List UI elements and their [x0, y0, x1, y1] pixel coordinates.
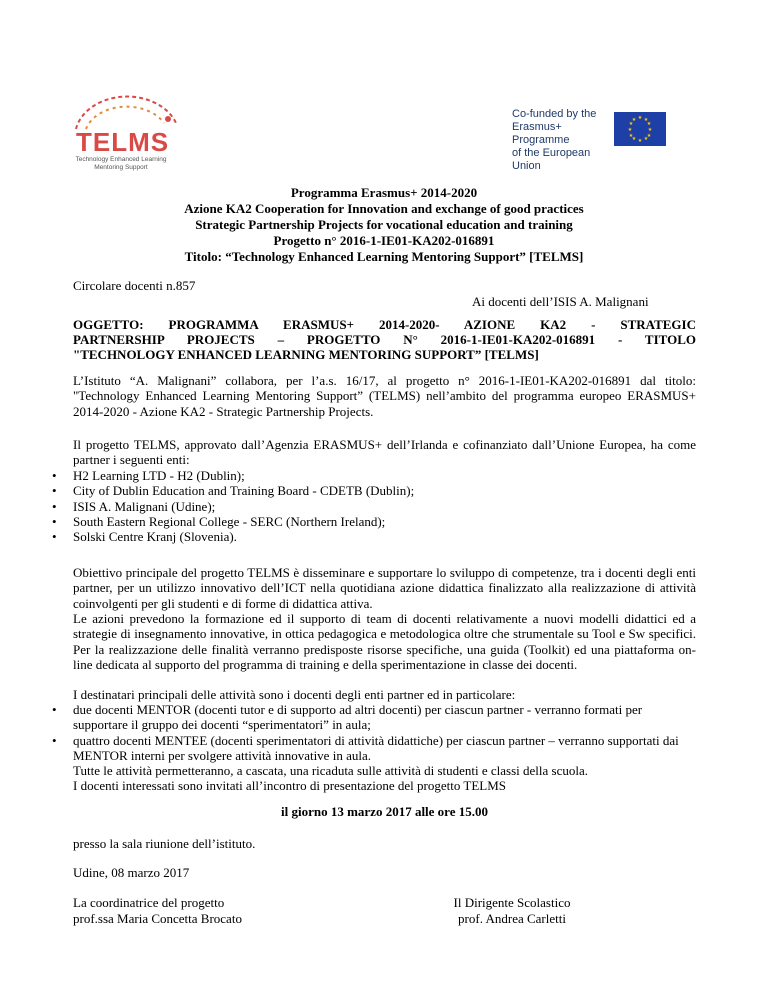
list-item: • City of Dublin Education and Training Board - CDETB (Dublin); [52, 483, 700, 498]
svg-text:★: ★ [647, 127, 653, 133]
list-item: • due docenti MENTOR (docenti tutor e di supporto ad altri docenti) per ciascun partner - verranno formati per supportare il gruppo dei docenti “sperimentatori” in aula; [52, 702, 700, 733]
circolare-number: Circolare docenti n.857 [73, 278, 196, 293]
subject-line: OGGETTO: PROGRAMMA ERASMUS+ 2014-2020- AZIONE KA2 - STRATEGIC [73, 317, 696, 332]
signature-coordinator [73, 895, 242, 927]
eu-line-1: Co-funded by the [512, 108, 597, 120]
eu-line-2: Erasmus+ Programme [512, 121, 570, 146]
svg-text:★: ★ [628, 133, 634, 139]
signature-name: prof. Andrea Carletti [458, 911, 566, 926]
header-line: Progetto n° 2016-1-IE01-KA202-016891 [273, 233, 495, 248]
meeting-place: presso la sala riunione dell’istituto. [73, 836, 256, 851]
svg-text:★: ★ [631, 136, 637, 142]
header-line: Titolo: “Technology Enhanced Learning Mentoring Support” [TELMS] [184, 249, 584, 264]
signature-name: prof.ssa Maria Concetta Brocato [73, 911, 242, 926]
intro-paragraph: L’Istituto “A. Malignani” collabora, per l’a.s. 16/17, al progetto n° 2016-1-IE01-KA202-016891 dal titolo: "Technology Enhanced Learning Mentoring Support” (TELMS) nell’ambito del programma europeo ERASMUS+ 2014-2020 - Azione KA2 - Strategic Partnership Projects. [73, 373, 696, 419]
header-line: Strategic Partnership Projects for vocational education and training [195, 217, 573, 232]
signature-role: Il Dirigente Scolastico [453, 895, 571, 910]
logo-name: TELMS [76, 127, 170, 157]
objective-paragraph: Obiettivo principale del progetto TELMS è disseminare e supportare lo sviluppo di competenze, tra i docenti degli enti partner, per un utilizzo innovativo dell’ICT nella quotidiana azione didattica finalizzato alla realizzazione di attività coinvolgenti per gli studenti e di forme di didattica attiva. [73, 565, 696, 611]
svg-text:★: ★ [646, 133, 652, 139]
telms-logo [68, 93, 188, 181]
list-item: • South Eastern Regional College - SERC (Northern Ireland); [52, 514, 700, 529]
header-line: Azione KA2 Cooperation for Innovation and exchange of good practices [184, 201, 584, 216]
signature-principal [448, 895, 576, 927]
program-header [70, 185, 698, 265]
list-item: • Solski Centre Kranj (Slovenia). [52, 529, 700, 544]
subject-line: PARTNERSHIP PROJECTS – PROGETTO N° 2016-1-IE01-KA202-016891 - TITOLO [73, 332, 696, 347]
recipients-paragraph: I destinatari principali delle attività sono i docenti degli enti partner ed in particolare: [73, 687, 516, 702]
svg-text:★: ★ [637, 138, 643, 144]
subject-line: "TECHNOLOGY ENHANCED LEARNING MENTORING SUPPORT” [TELMS] [73, 347, 539, 362]
partners-list [52, 468, 700, 544]
targets-list [52, 702, 700, 763]
addressee: Ai docenti dell’ISIS A. Malignani [472, 294, 649, 309]
meeting-date: il giorno 13 marzo 2017 alle ore 15.00 [280, 804, 488, 819]
header-line: Programma Erasmus+ 2014-2020 [290, 185, 478, 200]
subject-block [73, 317, 696, 362]
svg-text:★: ★ [631, 117, 637, 123]
eu-flag-icon [614, 112, 666, 146]
svg-text:★: ★ [646, 121, 652, 127]
svg-text:★: ★ [643, 136, 649, 142]
eu-cofunded-text [512, 108, 612, 173]
logo-subtitle: Technology Enhanced Learning Mentoring Support [75, 156, 167, 171]
eu-line-3: of the European Union [512, 147, 591, 172]
svg-text:★: ★ [628, 121, 634, 127]
invite-paragraph: I docenti interessati sono invitati all’incontro di presentazione del progetto TELMS [73, 778, 506, 793]
svg-text:★: ★ [643, 117, 649, 123]
list-item: • ISIS A. Malignani (Udine); [52, 499, 700, 514]
actions-paragraph: Le azioni prevedono la formazione ed il supporto di team di docenti relativamente a nuovi modelli didattici ed a strategie di insegnamento innovative, in ottica pedagogica e metodologica oltre che strumentale su Tool e Sw specifici. Per la realizzazione delle finalità verranno predisposte risorse specifiche, una guida (Toolkit) ed una piattaforma on-line dedicata al supporto del programma di training e della sperimentazione in classe dei docenti. [73, 611, 696, 672]
city-date: Udine, 08 marzo 2017 [73, 865, 190, 880]
svg-text:★: ★ [627, 127, 633, 133]
cascade-paragraph: Tutte le attività permetteranno, a cascata, una ricaduta sulle attività di studenti e classi della scuola. [73, 763, 589, 778]
partners-intro: Il progetto TELMS, approvato dall’Agenzia ERASMUS+ dell’Irlanda e cofinanziato dall’Unione Europea, ha come partner i seguenti enti: [73, 437, 696, 468]
list-item: • H2 Learning LTD - H2 (Dublin); [52, 468, 700, 483]
list-item: • quattro docenti MENTEE (docenti sperimentatori di attività didattiche) per ciascun partner – verranno supportati dai MENTOR interni per svolgere attività innovative in aula. [52, 733, 700, 764]
svg-text:★: ★ [637, 115, 643, 121]
signature-role: La coordinatrice del progetto [73, 895, 225, 910]
